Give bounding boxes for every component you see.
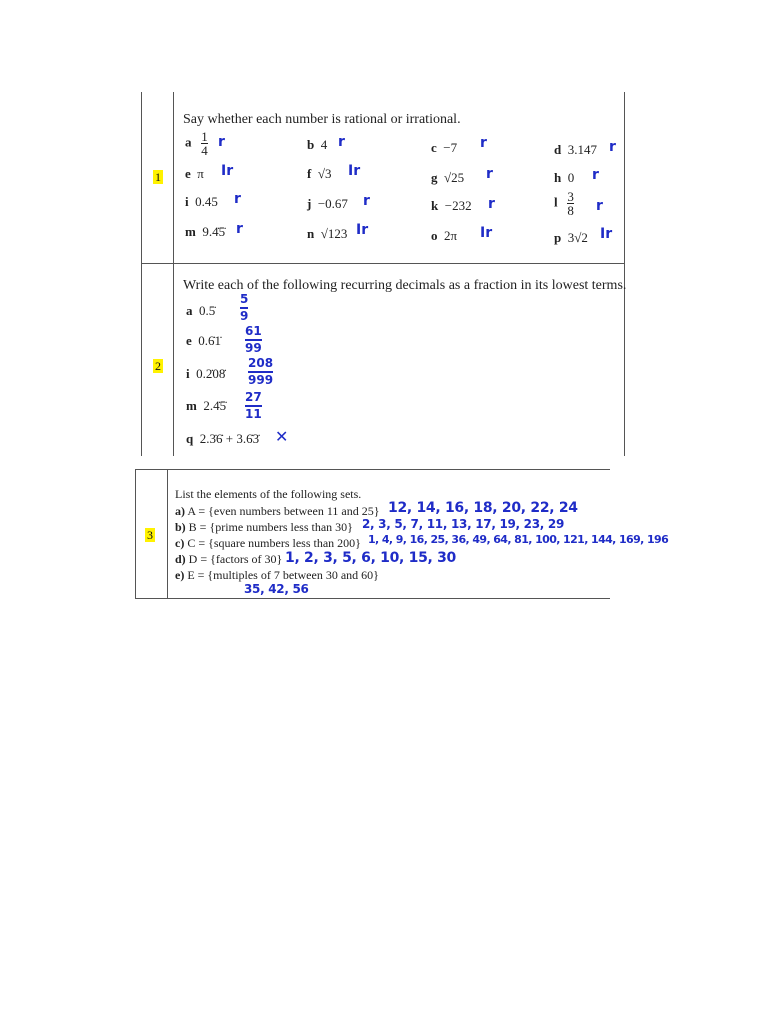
q1-answer-i: r (234, 191, 241, 207)
q2-answer-e: 61 99 (245, 324, 262, 355)
fraction: $\frac{3}{8}$ (567, 189, 574, 218)
q3-answer-e: 35, 42, 56 (244, 582, 309, 596)
q1-answer-m: r (236, 221, 243, 237)
q3-answer-d: 1, 2, 3, 5, 6, 10, 15, 30 (285, 550, 457, 566)
q2-answer-i: 208 999 (248, 356, 274, 387)
q2-answer-a: 5 9 (240, 292, 249, 323)
q1-answer-o: Ir (480, 225, 493, 241)
table1-left-border (141, 92, 142, 456)
q2-item-a: a 0.5̇ (186, 303, 216, 318)
table2-left-border (135, 469, 136, 599)
q1-item-f: f √3 (307, 166, 332, 181)
question-number-1: 1 (155, 170, 161, 184)
q1-answer-k: r (488, 196, 495, 212)
q1-item-c: c −7 (431, 140, 458, 155)
table2-divider (167, 469, 168, 599)
fraction: $\frac{1}{4}$ (201, 129, 208, 158)
q2-answer-q-cross: ✕ (275, 427, 289, 446)
q1-item-h: h 0 (554, 170, 575, 185)
q1-item-b: b 4 (307, 137, 328, 152)
q1-instruction: Say whether each number is rational or irrational. (183, 112, 461, 127)
q1-item-i: i 0.45 (185, 194, 218, 209)
q1-item-p: p 3√2 (554, 230, 588, 245)
table2-top-border (135, 469, 610, 470)
q1-item-l: l $\frac{3}{8}$ (554, 189, 574, 218)
q2-instruction: Write each of the following recurring decimals as a fraction in its lowest terms. (183, 278, 627, 293)
q3-answer-c: 1, 4, 9, 16, 25, 36, 49, 64, 81, 100, 121, 144, 169, 196 (368, 533, 669, 546)
q1-answer-p: Ir (600, 226, 613, 242)
table2-bottom-border (135, 598, 610, 599)
q1-item-a: a $\frac{1}{4}$ (185, 129, 208, 158)
q1-item-e: e π (185, 166, 204, 181)
q3-item-a: a) A = {even numbers between 11 and 25} (175, 504, 380, 518)
q3-answer-b: 2, 3, 5, 7, 11, 13, 17, 19, 23, 29 (362, 517, 565, 531)
q1-answer-c: r (480, 135, 487, 151)
q1-item-o: o 2π (431, 228, 458, 243)
q3-item-e: e) E = {multiples of 7 between 30 and 60} (175, 568, 379, 582)
table1-row-divider (141, 263, 625, 264)
q1-answer-l: r (596, 198, 603, 214)
q1-answer-g: r (486, 166, 493, 182)
question-number-3: 3 (147, 528, 153, 542)
q3-answer-a: 12, 14, 16, 18, 20, 22, 24 (388, 500, 578, 516)
table1-divider (173, 92, 174, 456)
question-number-2: 2 (155, 359, 161, 373)
q1-item-j: j −0.67 (307, 196, 348, 211)
q2-answer-m: 27 11 (245, 390, 262, 421)
q1-item-g: g √25 (431, 170, 465, 185)
q1-answer-e: Ir (221, 163, 234, 179)
q1-answer-h: r (592, 167, 599, 183)
q3-item-d: d) D = {factors of 30} (175, 552, 283, 566)
q1-answer-a: r (218, 134, 225, 150)
q1-answer-b: r (338, 134, 345, 150)
q1-item-n: n √123 (307, 226, 348, 241)
q2-item-m: m 2.4̇5̇ (186, 398, 227, 413)
q2-item-q: q 2.3̇6̇ + 3.6̇3̇ (186, 431, 260, 446)
q3-item-b: b) B = {prime numbers less than 30} (175, 520, 353, 534)
q1-item-k: k −232 (431, 198, 472, 213)
q2-item-e: e 0.6̇1̇ (186, 333, 222, 348)
q1-answer-j: r (363, 193, 370, 209)
q3-item-c: c) C = {square numbers less than 200} (175, 536, 361, 550)
q3-instruction: List the elements of the following sets. (175, 487, 362, 501)
q1-item-m: m 9.4̇5̇ (185, 224, 226, 239)
table1-right-border (624, 92, 625, 456)
q1-answer-d: r (609, 139, 616, 155)
q1-item-d: d 3.147 (554, 142, 597, 157)
q1-answer-f: Ir (348, 163, 361, 179)
q2-item-i: i 0.2̇08̇ (186, 366, 226, 381)
q1-answer-n: Ir (356, 222, 369, 238)
